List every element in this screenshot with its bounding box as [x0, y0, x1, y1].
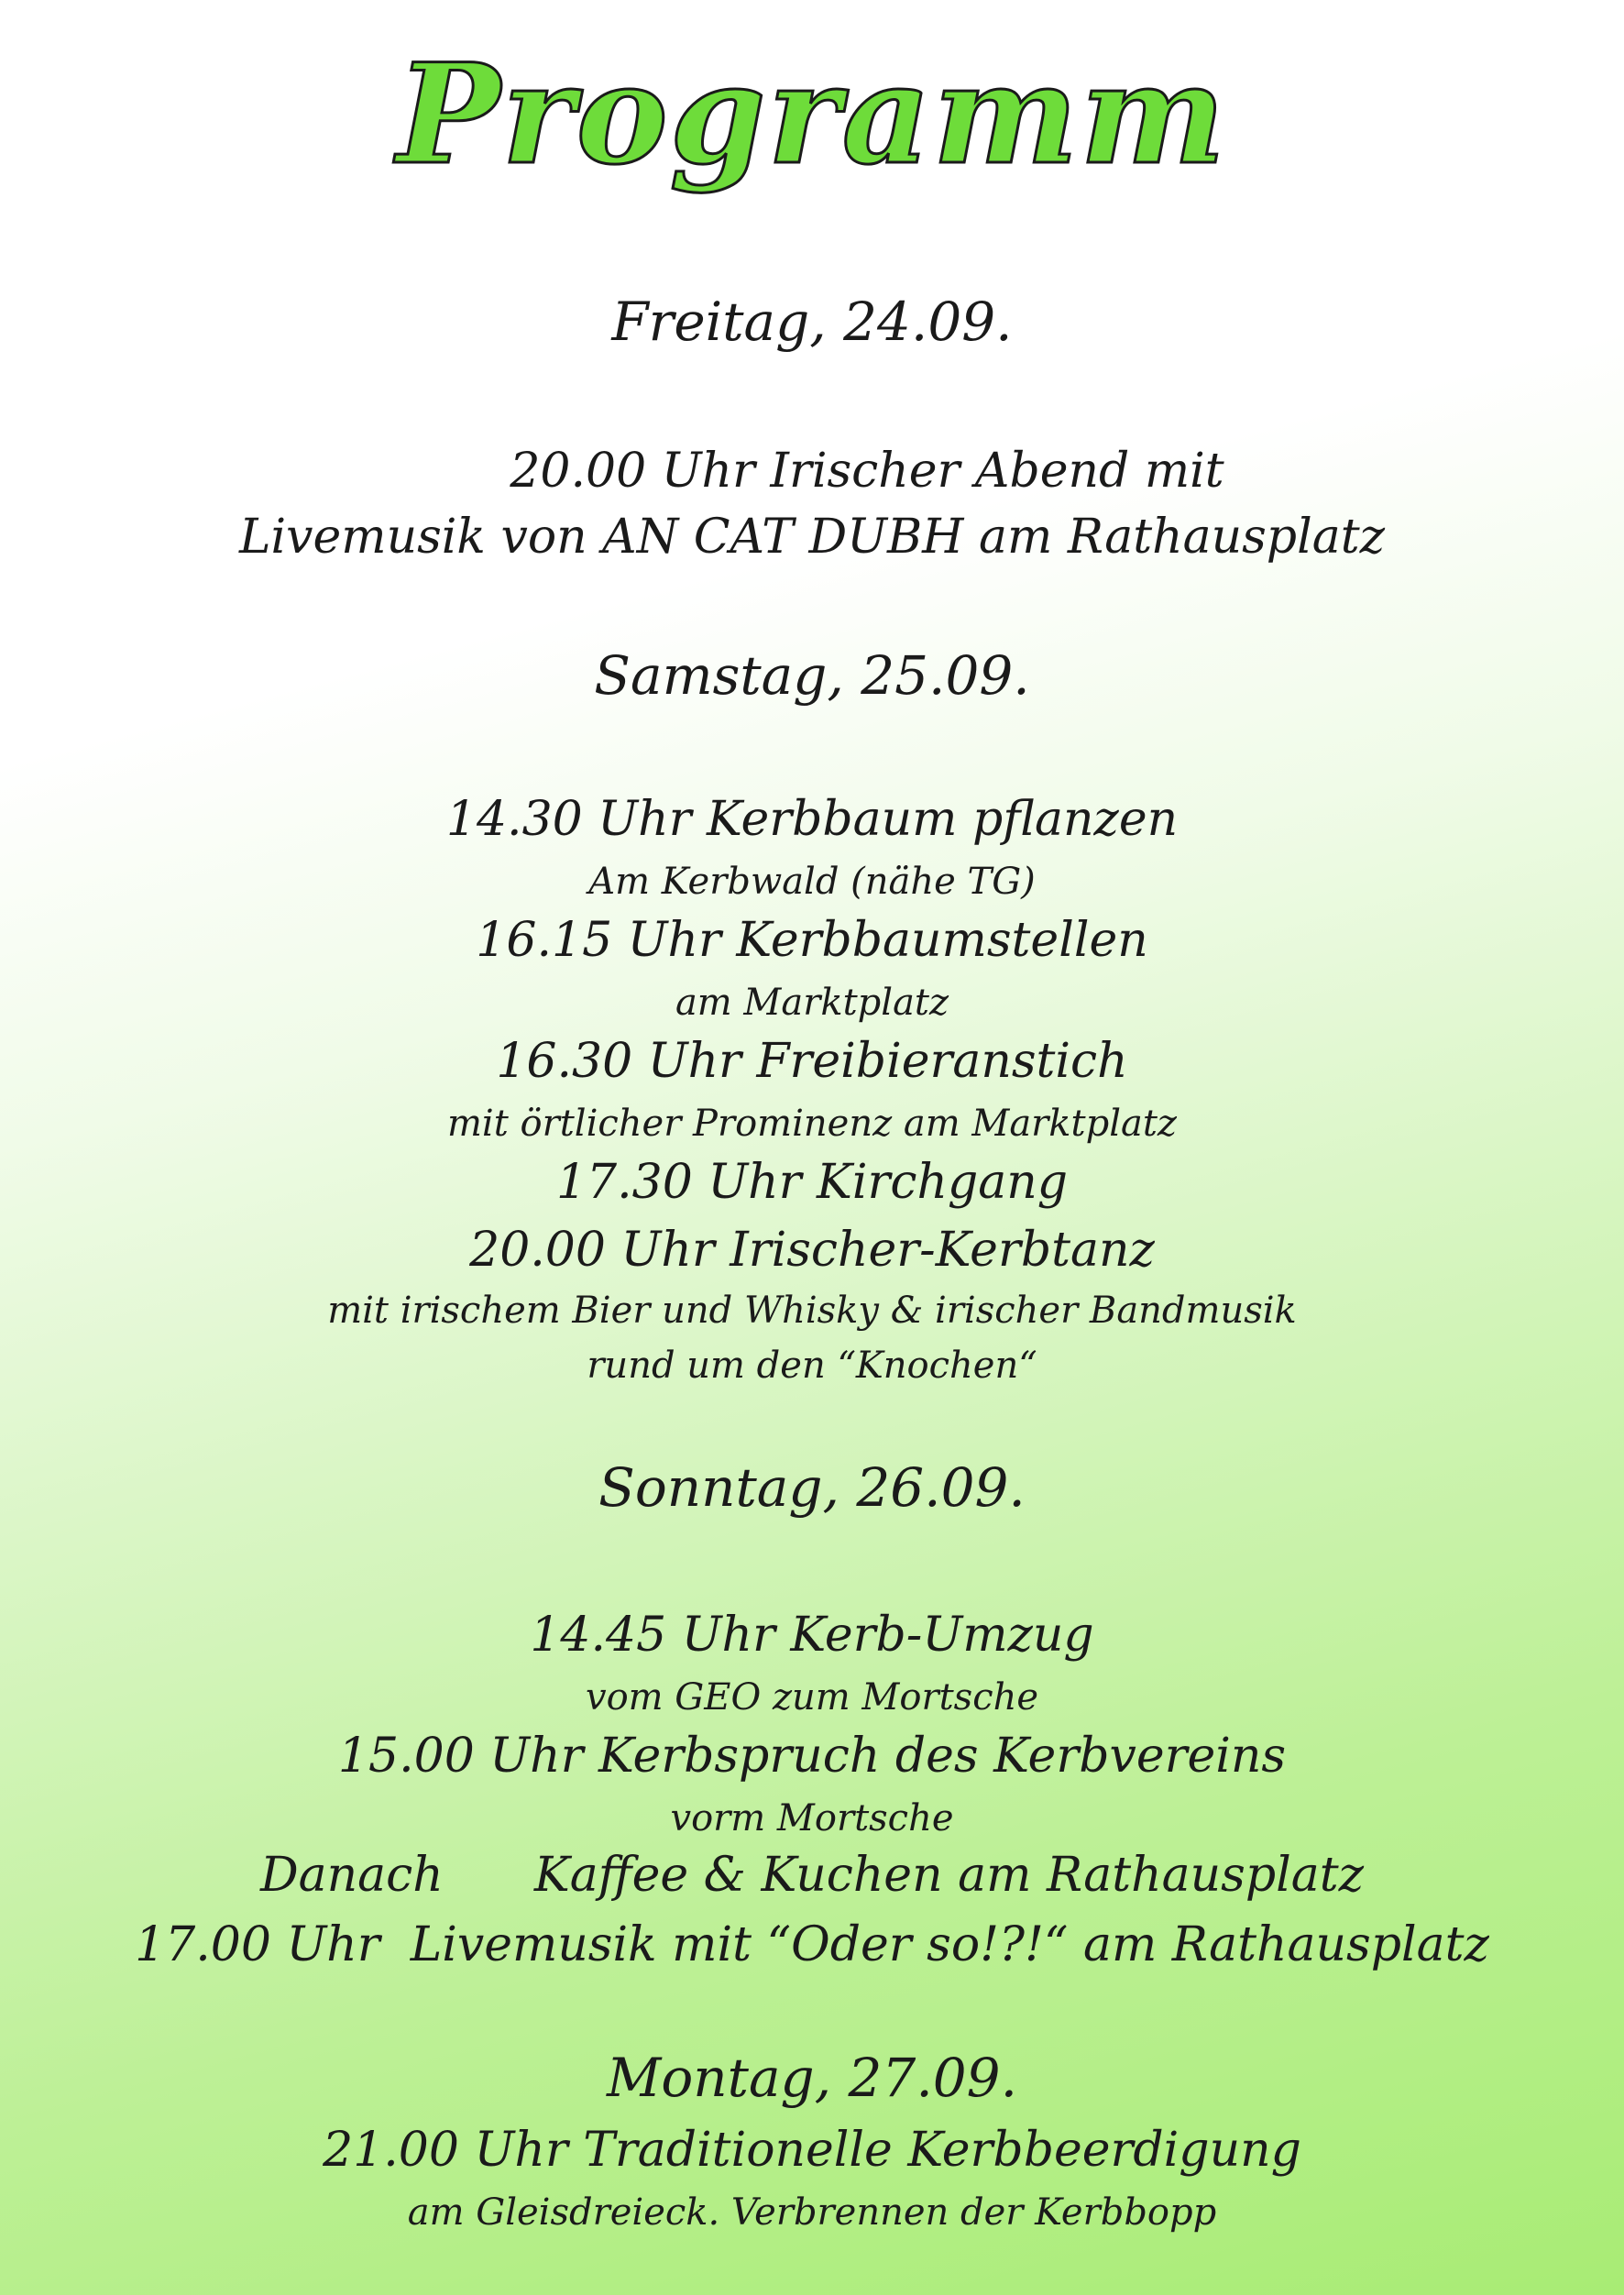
- saturday-event-5-detail-2: rund um den “Knochen“: [587, 1345, 1037, 1387]
- saturday-heading: Samstag, 25.09.: [594, 644, 1030, 707]
- saturday-event-3-location: mit örtlicher Prominenz am Marktplatz: [447, 1103, 1177, 1145]
- saturday-event-1-location: Am Kerbwald (nähe TG): [588, 861, 1036, 903]
- sunday-event-1: 14.45 Uhr Kerb-Umzug: [530, 1608, 1094, 1663]
- saturday-event-2-location: am Marktplatz: [675, 982, 949, 1024]
- friday-event-line2: Livemusik von AN CAT DUBH am Rathausplatz: [238, 510, 1386, 565]
- saturday-event-5-detail-1: mit irischem Bier und Whisky & irischer Bandmusik: [327, 1290, 1297, 1332]
- sunday-event-2-location: vorm Mortsche: [670, 1797, 954, 1839]
- sunday-event-2: 15.00 Uhr Kerbspruch des Kerbvereins: [337, 1729, 1287, 1784]
- sunday-event-4: 17.00 Uhr Livemusik mit “Oder so!?!“ am Rathausplatz: [135, 1917, 1489, 1972]
- sunday-heading: Sonntag, 26.09.: [598, 1456, 1026, 1519]
- saturday-event-4: 17.30 Uhr Kirchgang: [555, 1155, 1069, 1210]
- monday-heading: Montag, 27.09.: [606, 2047, 1018, 2109]
- sunday-event-1-route: vom GEO zum Mortsche: [585, 1676, 1039, 1719]
- saturday-event-1: 14.30 Uhr Kerbbaum pflanzen: [445, 792, 1179, 847]
- saturday-event-5: 20.00 Uhr Irischer-Kerbtanz: [469, 1223, 1155, 1278]
- monday-event-1-detail: am Gleisdreieck. Verbrennen der Kerbbopp: [407, 2191, 1217, 2234]
- monday-event-1: 21.00 Uhr Traditionelle Kerbbeerdigung: [323, 2123, 1301, 2178]
- sunday-event-3: Danach Kaffee & Kuchen am Rathausplatz: [259, 1848, 1365, 1903]
- friday-event-line1: 20.00 Uhr Irischer Abend mit: [510, 444, 1224, 499]
- page-title: Programm: [396, 34, 1228, 195]
- saturday-event-3: 16.30 Uhr Freibieranstich: [496, 1034, 1128, 1089]
- saturday-event-2: 16.15 Uhr Kerbbaumstellen: [476, 913, 1148, 968]
- friday-heading: Freitag, 24.09.: [611, 291, 1013, 353]
